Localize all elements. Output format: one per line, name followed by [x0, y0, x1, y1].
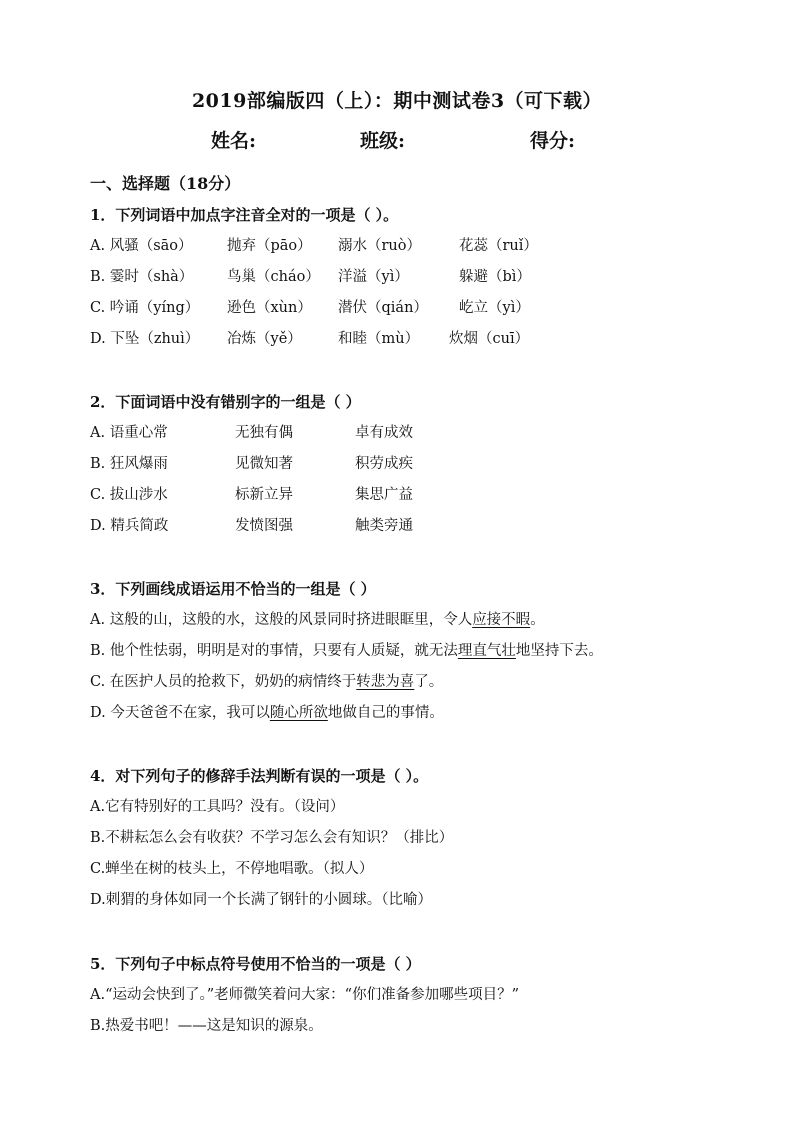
option-text: 。 [530, 612, 545, 628]
question-2 [90, 387, 710, 542]
option-cell: D. 精兵简政 [90, 518, 169, 534]
option-cell: B. 狂风爆雨 [90, 456, 168, 472]
option-cell: 发愤图强 [235, 518, 293, 534]
underlined-idiom: 理直气壮 [457, 643, 516, 659]
option-cell: A. 风骚（sāo） [90, 238, 193, 254]
option-cell: 和睦（mù） [338, 331, 420, 347]
option-c: C.蝉坐在树的枝头上，不停地唱歌。（拟人） [90, 861, 374, 877]
option-cell: B. 霎时（shà） [90, 269, 194, 285]
option-b [90, 636, 710, 667]
question-title: 4．对下列句子的修辞手法判断有误的一项是（ ）。 [90, 767, 429, 785]
option-cell: 集思广益 [355, 487, 413, 503]
option-cell: 溺水（ruò） [338, 238, 421, 254]
option-cell: 炊烟（cuī） [449, 331, 530, 347]
student-info-row [0, 126, 794, 154]
score-label: 得分: [530, 130, 576, 152]
option-text: B. 他个性怯弱，明明是对的事情，只要有人质疑，就无法 [90, 643, 458, 659]
option-cell: 逊色（xùn） [227, 300, 312, 316]
question-title: 3．下列画线成语运用不恰当的一组是（ ） [90, 580, 376, 598]
option-d [90, 698, 710, 729]
option-text: D. 今天爸爸不在家，我可以 [90, 705, 270, 721]
option-text: A. 这般的山，这般的水，这般的风景同时挤进眼眶里，令人 [90, 612, 473, 628]
option-cell: C. 拔山涉水 [90, 487, 168, 503]
option-c [90, 667, 710, 698]
class-label: 班级: [360, 130, 406, 152]
option-cell: 花蕊（ruǐ） [459, 238, 538, 254]
option-cell: 鸟巢（cháo） [227, 269, 320, 285]
page-title: 2019部编版四（上）：期中测试卷3（可下载） [191, 90, 603, 112]
section-heading: 一、选择题（18分） [90, 174, 241, 193]
option-row-a [90, 231, 710, 262]
option-cell: C. 吟诵（yíng） [90, 300, 200, 316]
option-cell: 冶炼（yě） [227, 331, 302, 347]
option-cell: A. 语重心常 [90, 425, 168, 441]
option-row-d [90, 324, 710, 355]
option-d: D.刺猬的身体如同一个长满了钢针的小圆球。（比喻） [90, 892, 432, 908]
question-title: 2．下面词语中没有错别字的一组是（ ） [90, 393, 361, 411]
option-cell: 标新立异 [235, 487, 293, 503]
option-row-b [90, 262, 710, 293]
underlined-idiom: 应接不暇 [472, 612, 531, 628]
option-cell: 无独有偶 [235, 425, 293, 441]
question-title: 1．下列词语中加点字注音全对的一项是（ ）。 [90, 206, 399, 224]
question-title: 5．下列句子中标点符号使用不恰当的一项是（ ） [90, 955, 421, 973]
option-text: 了。 [414, 674, 444, 690]
question-3 [90, 574, 710, 729]
underlined-idiom: 随心所欲 [269, 705, 328, 721]
option-cell: 触类旁通 [355, 518, 413, 534]
option-cell: 抛弃（pāo） [227, 238, 312, 254]
option-cell: 潜伏（qián） [338, 300, 428, 316]
option-cell: 屹立（yì） [459, 300, 530, 316]
option-cell: 积劳成疾 [355, 456, 413, 472]
option-cell: 见微知著 [235, 456, 293, 472]
question-1 [90, 200, 710, 355]
option-cell: 躲避（bì） [459, 269, 531, 285]
question-5 [90, 949, 710, 1042]
option-cell: 卓有成效 [355, 425, 413, 441]
option-b: B.不耕耘怎么会有收获？不学习怎么会有知识？（排比） [90, 830, 454, 846]
option-row-a [90, 418, 710, 449]
option-row-c [90, 293, 710, 324]
option-a [90, 605, 710, 636]
option-a: A.它有特别好的工具吗？没有。（设问） [90, 799, 345, 815]
option-cell: 洋溢（yì） [338, 269, 409, 285]
option-text: 地坚持下去。 [515, 643, 603, 659]
option-row-b [90, 449, 710, 480]
option-a: A.“运动会快到了。”老师微笑着问大家：“你们准备参加哪些项目？” [90, 987, 519, 1003]
underlined-idiom: 转悲为喜 [356, 674, 415, 690]
option-cell: D. 下坠（zhuì） [90, 331, 200, 347]
question-4 [90, 761, 710, 916]
option-text: C. 在医护人员的抢救下，奶奶的病情终于 [90, 674, 357, 690]
option-row-d [90, 511, 710, 542]
option-row-c [90, 480, 710, 511]
option-text: 地做自己的事情。 [327, 705, 444, 721]
name-label: 姓名: [211, 130, 257, 152]
option-b: B.热爱书吧！——这是知识的源泉。 [90, 1018, 323, 1034]
